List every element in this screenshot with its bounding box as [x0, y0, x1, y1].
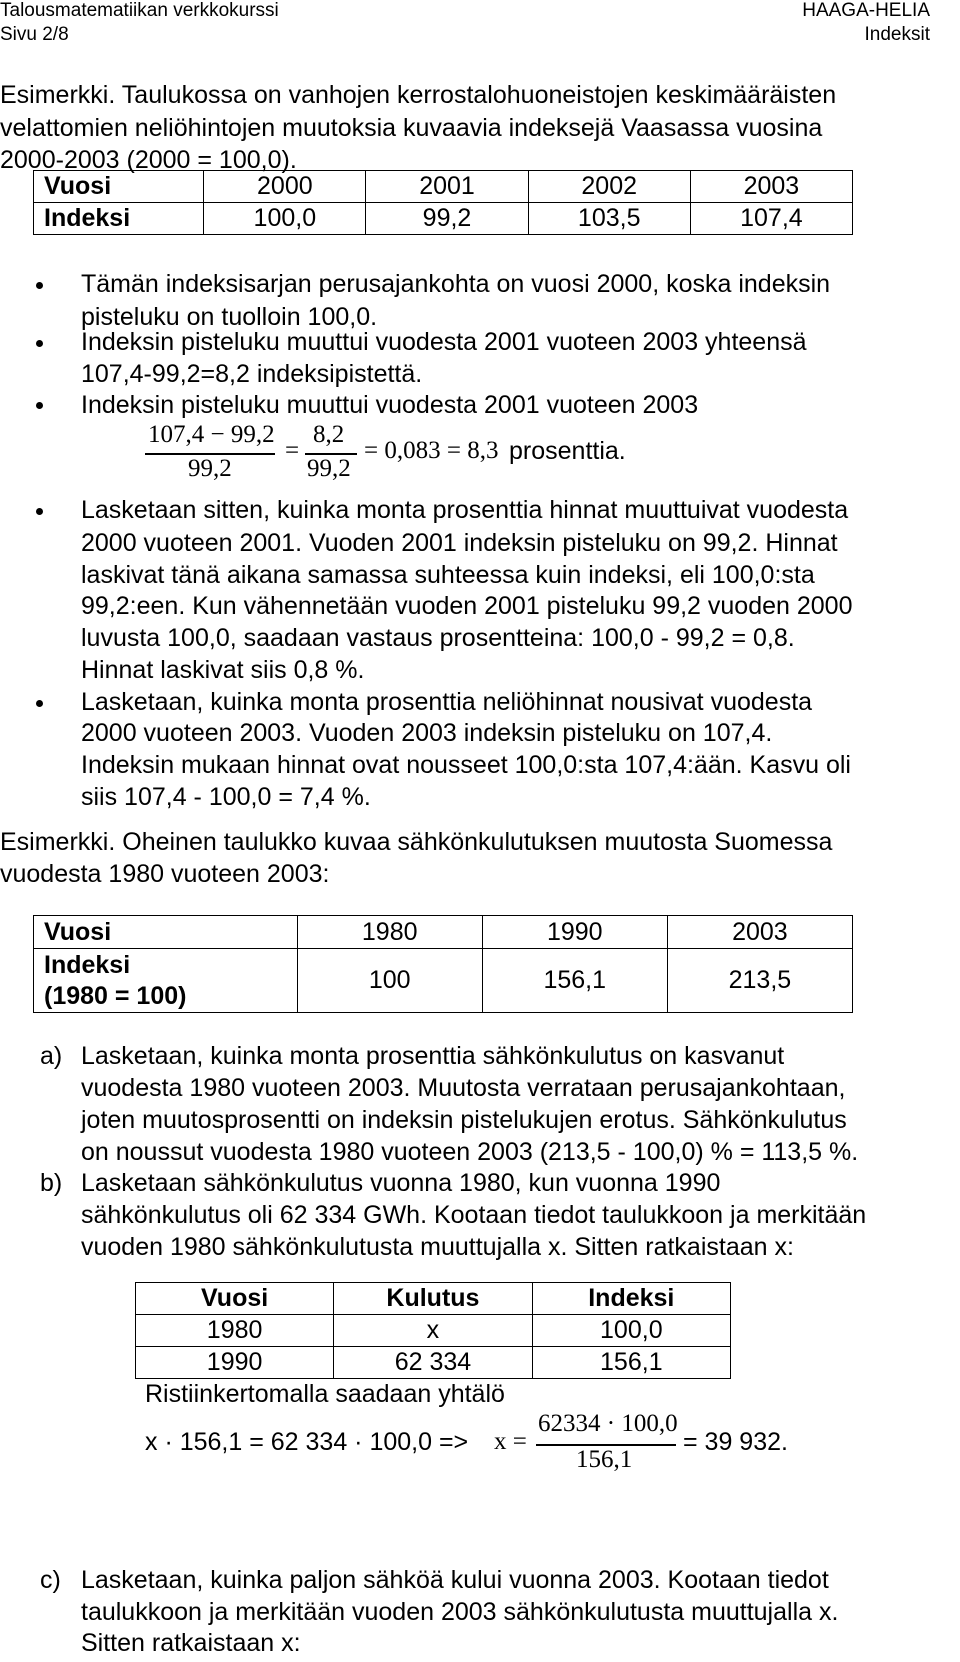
table-cell: 103,5 [528, 203, 690, 235]
table-cell: 100,0 [532, 1315, 730, 1347]
course-title: Talousmatematiikan verkkokurssi [0, 0, 279, 21]
table-cell: 1990 [136, 1347, 334, 1379]
bullet-text: Indeksin mukaan hinnat ovat nousseet 100,0:sta 107,4:ään. Kasvu oli [81, 751, 851, 779]
index-label: Indeksi [44, 950, 131, 979]
electricity-index-table [33, 915, 853, 1013]
table-header-cell: Indeksi [532, 1283, 730, 1315]
bullet-icon [36, 402, 43, 409]
table-cell: 156,1 [482, 949, 667, 1013]
cross-multiply-text: Ristiinkertomalla saadaan yhtälö [145, 1380, 505, 1408]
equation-result: = 39 932. [683, 1428, 788, 1456]
bullet-text: 107,4-99,2=8,2 indeksipistettä. [81, 360, 423, 388]
equation-x: x = [494, 1428, 527, 1455]
equation-denominator: 156,1 [576, 1446, 633, 1473]
equation-left: x · 156,1 = 62 334 · 100,0 => [145, 1428, 469, 1456]
table-header-cell: Vuosi [34, 916, 298, 949]
consumption-table [135, 1282, 731, 1379]
table-header-cell: Vuosi [136, 1283, 334, 1315]
bullet-text: 99,2:een. Kun vähennetään vuoden 2001 pisteluku 99,2 vuoden 2000 [81, 592, 853, 620]
example2-intro [0, 826, 930, 859]
bullet-icon [36, 508, 43, 515]
item-text: Lasketaan, kuinka paljon sähköä kului vuonna 2003. Kootaan tiedot [81, 1566, 829, 1594]
item-text: vuodesta 1980 vuoteen 2003. Muutosta verrataan perusajankohtaan, [81, 1074, 846, 1102]
item-text: joten muutosprosentti on indeksin pistelukujen erotus. Sähkönkulutus [81, 1106, 847, 1134]
bullet-text: Lasketaan, kuinka monta prosenttia neliöhinnat nousivat vuodesta [81, 688, 813, 716]
table-header-cell: Indeksi [34, 203, 204, 235]
formula-equals: = [285, 437, 300, 464]
table-cell: 2001 [366, 171, 528, 203]
equation-numerator: 62334 · 100,0 [538, 1410, 678, 1437]
bullet-text: pisteluku on tuolloin 100,0. [81, 303, 378, 331]
item-text: Lasketaan, kuinka monta prosenttia sähkönkulutus on kasvanut [81, 1042, 785, 1070]
bullet-text: Indeksin pisteluku muuttui vuodesta 2001 vuoteen 2003 [81, 391, 699, 419]
bullet-text: Lasketaan sitten, kuinka monta prosenttia hinnat muuttuivat vuodesta [81, 496, 849, 524]
table-cell: 2003 [667, 916, 852, 949]
bullet-text: Tämän indeksisarjan perusajankohta on vuosi 2000, koska indeksin [81, 270, 831, 298]
page-number: Sivu 2/8 [0, 24, 69, 45]
index-base-label: (1980 = 100) [44, 981, 187, 1010]
formula-suffix: prosenttia. [509, 437, 626, 465]
bullet-text: siis 107,4 - 100,0 = 7,4 %. [81, 783, 371, 811]
example-label: Esimerkki. [0, 81, 116, 109]
example2-intro-line2: vuodesta 1980 vuoteen 2003: [0, 860, 330, 888]
intro-line: Oheinen taulukko kuvaa sähkönkulutuksen muutosta Suomessa [122, 828, 833, 856]
topic-title: Indeksit [864, 24, 930, 45]
example1-intro [0, 79, 930, 112]
example1-intro-line2: velattomien neliöhintojen muutoksia kuvaavia indeksejä Vaasassa vuosina [0, 114, 823, 142]
item-label: b) [40, 1169, 63, 1197]
table-header-cell: Vuosi [34, 171, 204, 203]
bullet-icon [36, 340, 43, 347]
table-cell: 1980 [136, 1315, 334, 1347]
index-table-vaasa [33, 170, 853, 235]
example-label: Esimerkki. [0, 828, 116, 856]
bullet-text: luvusta 100,0, saadaan vastaus prosentteina: 100,0 - 99,2 = 0,8. [81, 624, 795, 652]
table-cell: 2003 [690, 171, 852, 203]
bullet-icon [36, 700, 43, 707]
formula-numerator: 8,2 [313, 421, 345, 448]
table-cell: 62 334 [334, 1347, 532, 1379]
table-header-cell: Kulutus [334, 1283, 532, 1315]
item-label: a) [40, 1042, 63, 1070]
item-text: taulukkoon ja merkitään vuoden 2003 sähkönkulutusta muuttujalla x. [81, 1598, 839, 1626]
bullet-text: Indeksin pisteluku muuttui vuodesta 2001 vuoteen 2003 yhteensä [81, 328, 807, 356]
table-cell: 100,0 [204, 203, 366, 235]
bullet-text: laskivat tänä aikana samassa suhteessa kuin indeksi, eli 100,0:sta [81, 561, 815, 589]
table-cell: 213,5 [667, 949, 852, 1013]
item-text: on noussut vuodesta 1980 vuoteen 2003 (213,5 - 100,0) % = 113,5 %. [81, 1138, 859, 1166]
item-text: Sitten ratkaistaan x: [81, 1629, 301, 1657]
formula-denominator: 99,2 [307, 455, 351, 482]
bullet-text: 2000 vuoteen 2001. Vuoden 2001 indeksin pisteluku on 99,2. Hinnat [81, 529, 838, 557]
table-header-cell [34, 949, 298, 1013]
table-cell: 1990 [482, 916, 667, 949]
table-cell: x [334, 1315, 532, 1347]
formula-numerator: 107,4 − 99,2 [148, 421, 275, 448]
table-cell: 1980 [297, 916, 482, 949]
example1-intro-line3: 2000-2003 (2000 = 100,0). [0, 146, 297, 174]
intro-line: Taulukossa on vanhojen kerrostalohuoneistojen keskimääräisten [121, 81, 837, 109]
item-text: Lasketaan sähkönkulutus vuonna 1980, kun vuonna 1990 [81, 1169, 721, 1197]
bullet-icon [36, 282, 43, 289]
item-label: c) [40, 1566, 61, 1594]
school-name: HAAGA-HELIA [802, 0, 930, 21]
formula-denominator: 99,2 [188, 455, 232, 482]
table-cell: 107,4 [690, 203, 852, 235]
table-cell: 2000 [204, 171, 366, 203]
table-cell: 100 [297, 949, 482, 1013]
item-text: sähkönkulutus oli 62 334 GWh. Kootaan tiedot taulukkoon ja merkitään [81, 1201, 867, 1229]
formula-result: = 0,083 = 8,3 [364, 437, 499, 464]
bullet-text: 2000 vuoteen 2003. Vuoden 2003 indeksin pisteluku on 107,4. [81, 719, 773, 747]
item-text: vuoden 1980 sähkönkulutusta muuttujalla x. Sitten ratkaistaan x: [81, 1233, 794, 1261]
table-cell: 99,2 [366, 203, 528, 235]
table-cell: 2002 [528, 171, 690, 203]
bullet-text: Hinnat laskivat siis 0,8 %. [81, 656, 365, 684]
table-cell: 156,1 [532, 1347, 730, 1379]
